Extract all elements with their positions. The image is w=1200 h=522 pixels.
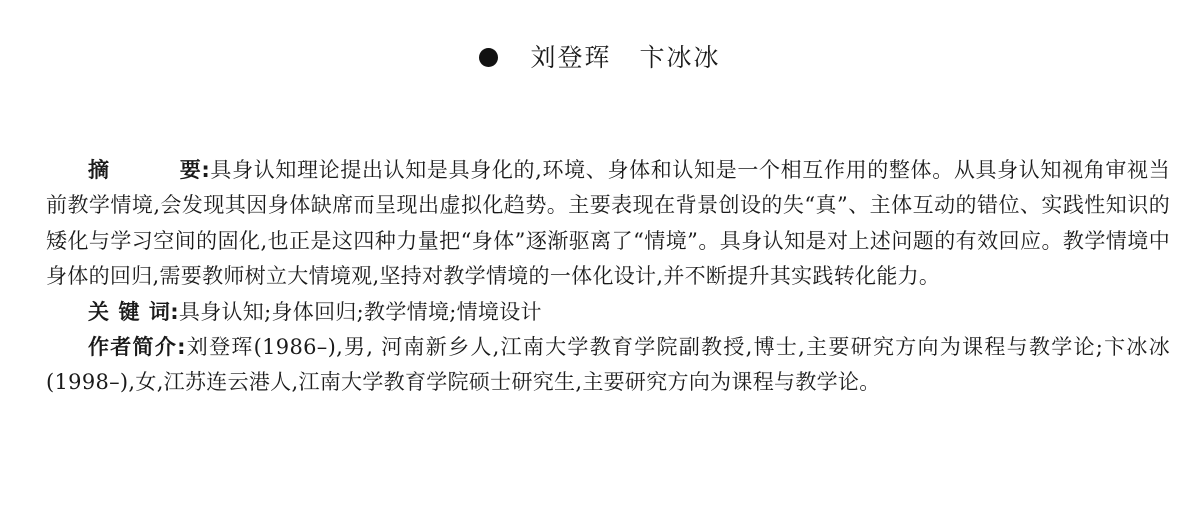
abstract-label-char-2: 要 — [179, 158, 202, 182]
keywords-label-char-1: 关 — [88, 299, 109, 324]
author-bio-label-text: 作者简介 — [88, 335, 178, 360]
keywords-label — [88, 300, 179, 324]
abstract-paragraph — [46, 153, 1170, 295]
abstract-label-colon: : — [201, 158, 211, 182]
author-bio-text: 刘登珲(1986–),男, 河南新乡人,江南大学教育学院副教授,博士,主要研究方向为课程与教学论;卞冰冰(1998–),女,江苏连云港人,江南大学教育学院硕士研究生,主要研究方向为课程与教学论。 — [46, 335, 1170, 395]
bullet-icon — [479, 48, 498, 67]
keywords-text: 具身认知;身体回归;教学情境;情境设计 — [178, 299, 542, 324]
author-bio-paragraph — [46, 330, 1170, 401]
abstract-block — [46, 153, 1170, 401]
abstract-label-char-1: 摘 — [88, 158, 110, 182]
author-name-2: 卞冰冰 — [639, 43, 721, 72]
abstract-text: 具身认知理论提出认知是具身化的,环境、身体和认知是一个相互作用的整体。从具身认知视角审视当前教学情境,会发现其因身体缺席而呈现出虚拟化趋势。主要表现在背景创设的失“真”、主体互动的错位、实践性知识的矮化与学习空间的固化,也正是这四种力量把“身体”逐渐驱离了“情境”。具身认知是对上述问题的有效回应。教学情境中身体的回归,需要教师树立大情境观,坚持对教学情境的一体化设计,并不断提升其实践转化能力。 — [46, 158, 1171, 289]
keywords-label-colon: : — [170, 299, 179, 324]
author-bio-label — [88, 335, 186, 359]
keywords-label-char-3: 词 — [148, 299, 171, 324]
abstract-label — [88, 158, 210, 182]
keywords-paragraph — [46, 295, 1170, 330]
keywords-label-char-2: 键 — [118, 299, 140, 324]
author-bio-label-colon: : — [177, 335, 186, 360]
author-name-1: 刘登珲 — [530, 43, 612, 72]
author-line — [0, 40, 1200, 76]
